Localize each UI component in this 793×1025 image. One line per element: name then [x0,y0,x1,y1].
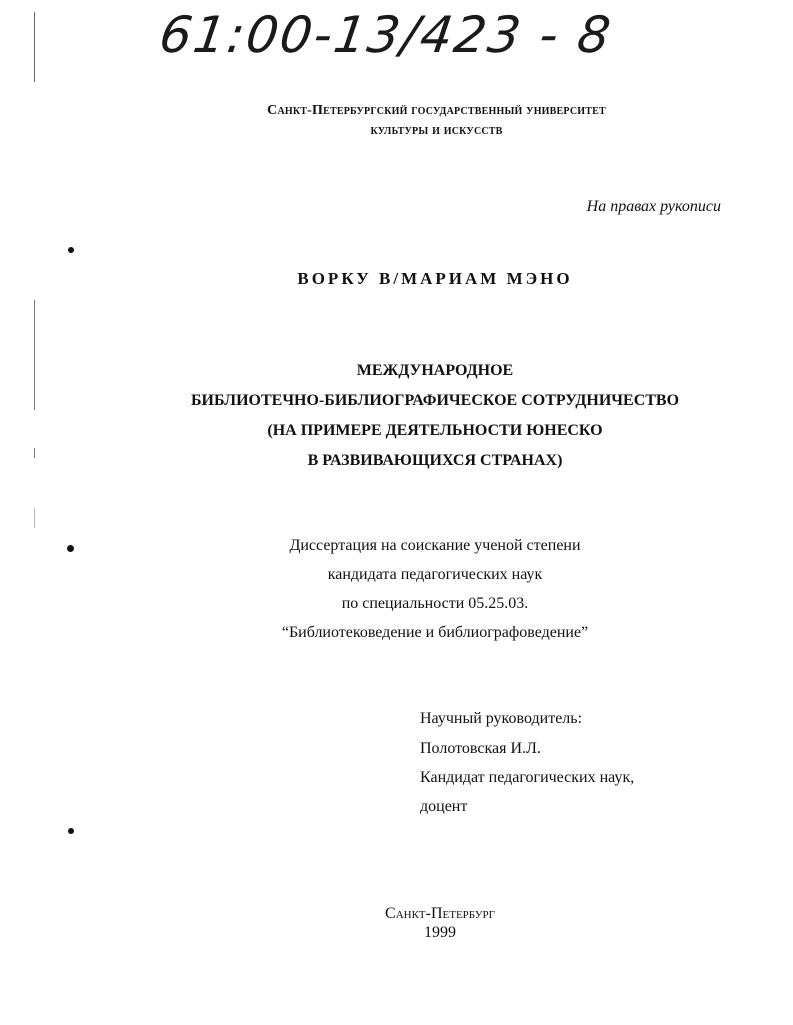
supervisor-position: доцент [420,798,468,815]
dissertation-line-3: по специальности 05.25.03. [341,595,529,612]
supervisor-name: Полотовская И.Л. [420,740,541,757]
supervisor-degree: Кандидат педагогических наук, [420,769,635,786]
dissertation-line-4: “Библиотековедение и библиографоведение” [281,624,589,641]
dissertation-line-1: Диссертация на соискание ученой степени [289,537,581,554]
scan-edge-mark [34,508,35,528]
binding-hole-mark [68,828,74,834]
author-name: ВОРКУ В/МАРИАМ МЭНО [297,269,573,288]
manuscript-rights-note: На правах рукописи [586,198,721,215]
binding-hole-mark [68,247,74,253]
university-name-line-1: Санкт-Петербургский государственный университет [267,103,606,118]
scan-edge-mark [34,12,35,82]
thesis-title-line-4: В РАЗВИВАЮЩИХСЯ СТРАНАХ) [307,452,563,469]
supervisor-label: Научный руководитель: [420,710,583,727]
thesis-title-line-3: (НА ПРИМЕРЕ ДЕЯТЕЛЬНОСТИ ЮНЕСКО [267,422,603,439]
thesis-title-line-2: БИБЛИОТЕЧНО-БИБЛИОГРАФИЧЕСКОЕ СОТРУДНИЧЕСТВО [190,392,680,409]
city-name: Санкт-Петербург [385,905,495,922]
university-name-line-2: культуры и искусств [370,123,503,138]
year: 1999 [424,924,456,941]
handwritten-catalog-number: 61:00-13/423 - 8 [155,6,616,64]
thesis-title-line-1: МЕЖДУНАРОДНОЕ [356,362,514,379]
dissertation-line-2: кандидата педагогических наук [327,566,543,583]
